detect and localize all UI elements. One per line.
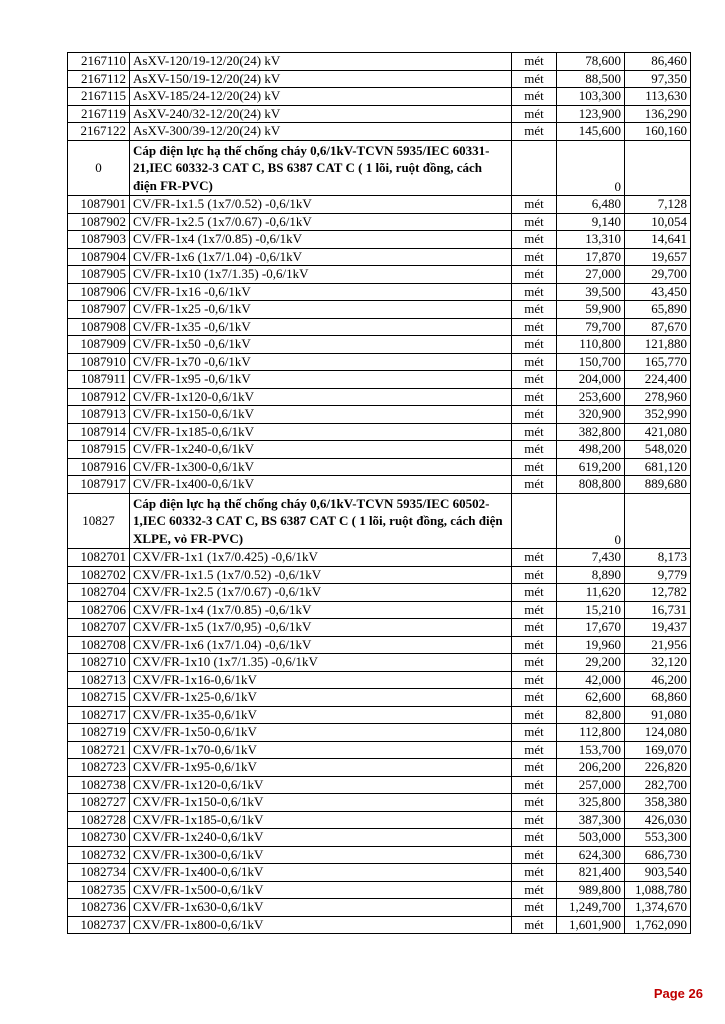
product-code-cell: 1082738	[68, 776, 130, 794]
table-row	[68, 689, 691, 707]
unit-cell: mét	[512, 196, 557, 214]
product-code-cell: 1082701	[68, 549, 130, 567]
table-row	[68, 266, 691, 284]
table-row	[68, 776, 691, 794]
price-cell: 989,800	[557, 881, 625, 899]
unit-cell: mét	[512, 441, 557, 459]
unit-cell	[512, 140, 557, 196]
product-code-cell: 1087905	[68, 266, 130, 284]
table-row	[68, 196, 691, 214]
price-cell: 9,140	[557, 213, 625, 231]
product-code-cell: 1087904	[68, 248, 130, 266]
unit-cell: mét	[512, 601, 557, 619]
price-cell: 8,890	[557, 566, 625, 584]
product-code-cell: 2167119	[68, 105, 130, 123]
table-row	[68, 636, 691, 654]
product-code-cell: 1087906	[68, 283, 130, 301]
page-number: Page 26	[653, 986, 703, 1001]
description-cell: CV/FR-1x150-0,6/1kV	[130, 406, 512, 424]
product-code-cell: 10827	[68, 493, 130, 549]
table-row	[68, 371, 691, 389]
price-cell: 257,000	[557, 776, 625, 794]
product-code-cell: 1082719	[68, 724, 130, 742]
price-vat-cell: 46,200	[625, 671, 691, 689]
price-cell: 0	[557, 493, 625, 549]
product-code-cell: 1082702	[68, 566, 130, 584]
table-row	[68, 566, 691, 584]
unit-cell	[512, 493, 557, 549]
table-row	[68, 248, 691, 266]
unit-cell: mét	[512, 724, 557, 742]
unit-cell: mét	[512, 248, 557, 266]
price-cell: 6,480	[557, 196, 625, 214]
price-cell: 13,310	[557, 231, 625, 249]
description-cell: CXV/FR-1x50-0,6/1kV	[130, 724, 512, 742]
price-cell: 17,870	[557, 248, 625, 266]
price-vat-cell: 65,890	[625, 301, 691, 319]
price-cell: 27,000	[557, 266, 625, 284]
unit-cell: mét	[512, 336, 557, 354]
description-cell: AsXV-240/32-12/20(24) kV	[130, 105, 512, 123]
unit-cell: mét	[512, 549, 557, 567]
price-vat-cell: 9,779	[625, 566, 691, 584]
price-cell: 19,960	[557, 636, 625, 654]
price-cell: 103,300	[557, 88, 625, 106]
unit-cell: mét	[512, 353, 557, 371]
unit-cell: mét	[512, 706, 557, 724]
table-row	[68, 724, 691, 742]
price-vat-cell: 10,054	[625, 213, 691, 231]
description-cell: CV/FR-1x400-0,6/1kV	[130, 476, 512, 494]
price-cell: 320,900	[557, 406, 625, 424]
description-cell: CV/FR-1x240-0,6/1kV	[130, 441, 512, 459]
price-cell: 39,500	[557, 283, 625, 301]
description-cell: CV/FR-1x16 -0,6/1kV	[130, 283, 512, 301]
table-row	[68, 105, 691, 123]
table-row	[68, 916, 691, 934]
description-cell: CV/FR-1x95 -0,6/1kV	[130, 371, 512, 389]
price-cell: 15,210	[557, 601, 625, 619]
description-cell: CV/FR-1x120-0,6/1kV	[130, 388, 512, 406]
price-cell: 325,800	[557, 794, 625, 812]
price-cell: 11,620	[557, 584, 625, 602]
section-header-row	[68, 140, 691, 196]
unit-cell: mét	[512, 406, 557, 424]
price-vat-cell: 282,700	[625, 776, 691, 794]
price-vat-cell: 1,088,780	[625, 881, 691, 899]
unit-cell: mét	[512, 776, 557, 794]
product-code-cell: 1082706	[68, 601, 130, 619]
table-row	[68, 388, 691, 406]
price-cell: 387,300	[557, 811, 625, 829]
description-cell: CXV/FR-1x16-0,6/1kV	[130, 671, 512, 689]
price-vat-cell: 29,700	[625, 266, 691, 284]
price-vat-cell	[625, 493, 691, 549]
product-code-cell: 1082717	[68, 706, 130, 724]
unit-cell: mét	[512, 846, 557, 864]
unit-cell: mét	[512, 619, 557, 637]
price-vat-cell: 97,350	[625, 70, 691, 88]
price-vat-cell: 91,080	[625, 706, 691, 724]
product-code-cell: 1082732	[68, 846, 130, 864]
description-cell: CXV/FR-1x630-0,6/1kV	[130, 899, 512, 917]
price-vat-cell: 7,128	[625, 196, 691, 214]
description-cell: CXV/FR-1x150-0,6/1kV	[130, 794, 512, 812]
description-cell: AsXV-185/24-12/20(24) kV	[130, 88, 512, 106]
product-code-cell: 1087909	[68, 336, 130, 354]
product-code-cell: 1087908	[68, 318, 130, 336]
price-vat-cell: 32,120	[625, 654, 691, 672]
section-header-row	[68, 493, 691, 549]
price-cell: 145,600	[557, 123, 625, 141]
price-vat-cell: 160,160	[625, 123, 691, 141]
table-row	[68, 318, 691, 336]
unit-cell: mét	[512, 759, 557, 777]
unit-cell: mét	[512, 266, 557, 284]
price-cell: 498,200	[557, 441, 625, 459]
description-cell: CXV/FR-1x25-0,6/1kV	[130, 689, 512, 707]
table-row	[68, 301, 691, 319]
unit-cell: mét	[512, 881, 557, 899]
product-code-cell: 1087902	[68, 213, 130, 231]
unit-cell: mét	[512, 388, 557, 406]
product-code-cell: 1082737	[68, 916, 130, 934]
unit-cell: mét	[512, 741, 557, 759]
table-row	[68, 353, 691, 371]
price-cell: 62,600	[557, 689, 625, 707]
table-row	[68, 441, 691, 459]
product-code-cell: 2167112	[68, 70, 130, 88]
description-cell: CV/FR-1x4 (1x7/0.85) -0,6/1kV	[130, 231, 512, 249]
description-cell: AsXV-120/19-12/20(24) kV	[130, 53, 512, 71]
price-cell: 29,200	[557, 654, 625, 672]
product-code-cell: 1082734	[68, 864, 130, 882]
price-vat-cell: 553,300	[625, 829, 691, 847]
description-cell: CV/FR-1x50 -0,6/1kV	[130, 336, 512, 354]
description-cell: CXV/FR-1x1.5 (1x7/0.52) -0,6/1kV	[130, 566, 512, 584]
description-cell: CXV/FR-1x185-0,6/1kV	[130, 811, 512, 829]
description-cell: CV/FR-1x10 (1x7/1.35) -0,6/1kV	[130, 266, 512, 284]
price-vat-cell: 16,731	[625, 601, 691, 619]
price-vat-cell: 12,782	[625, 584, 691, 602]
description-cell: CXV/FR-1x4 (1x7/0.85) -0,6/1kV	[130, 601, 512, 619]
description-cell: CXV/FR-1x300-0,6/1kV	[130, 846, 512, 864]
product-code-cell: 1082710	[68, 654, 130, 672]
unit-cell: mét	[512, 88, 557, 106]
unit-cell: mét	[512, 566, 557, 584]
price-cell: 503,000	[557, 829, 625, 847]
unit-cell: mét	[512, 829, 557, 847]
product-code-cell: 1082715	[68, 689, 130, 707]
table-row	[68, 706, 691, 724]
price-vat-cell: 87,670	[625, 318, 691, 336]
description-cell: CXV/FR-1x400-0,6/1kV	[130, 864, 512, 882]
price-cell: 110,800	[557, 336, 625, 354]
price-cell: 82,800	[557, 706, 625, 724]
unit-cell: mét	[512, 371, 557, 389]
table-row	[68, 423, 691, 441]
table-row	[68, 283, 691, 301]
table-row	[68, 53, 691, 71]
description-cell: CV/FR-1x70 -0,6/1kV	[130, 353, 512, 371]
price-cell: 150,700	[557, 353, 625, 371]
price-cell: 624,300	[557, 846, 625, 864]
price-vat-cell: 681,120	[625, 458, 691, 476]
table-row	[68, 231, 691, 249]
unit-cell: mét	[512, 123, 557, 141]
price-cell: 204,000	[557, 371, 625, 389]
unit-cell: mét	[512, 318, 557, 336]
price-vat-cell: 169,070	[625, 741, 691, 759]
price-vat-cell: 113,630	[625, 88, 691, 106]
unit-cell: mét	[512, 301, 557, 319]
table-row	[68, 213, 691, 231]
unit-cell: mét	[512, 794, 557, 812]
price-cell: 153,700	[557, 741, 625, 759]
table-row	[68, 406, 691, 424]
product-code-cell: 1082704	[68, 584, 130, 602]
price-vat-cell: 19,437	[625, 619, 691, 637]
product-code-cell: 1082708	[68, 636, 130, 654]
price-vat-cell: 19,657	[625, 248, 691, 266]
description-cell: CV/FR-1x2.5 (1x7/0.67) -0,6/1kV	[130, 213, 512, 231]
price-cell: 821,400	[557, 864, 625, 882]
price-vat-cell: 124,080	[625, 724, 691, 742]
table-row	[68, 671, 691, 689]
price-cell: 78,600	[557, 53, 625, 71]
price-cell: 88,500	[557, 70, 625, 88]
price-cell: 112,800	[557, 724, 625, 742]
table-row	[68, 458, 691, 476]
price-vat-cell: 121,880	[625, 336, 691, 354]
price-vat-cell	[625, 140, 691, 196]
unit-cell: mét	[512, 899, 557, 917]
product-code-cell: 2167110	[68, 53, 130, 71]
table-row	[68, 899, 691, 917]
price-cell: 17,670	[557, 619, 625, 637]
description-cell: CXV/FR-1x5 (1x7/0,95) -0,6/1kV	[130, 619, 512, 637]
product-code-cell: 1082735	[68, 881, 130, 899]
table-row	[68, 88, 691, 106]
price-vat-cell: 421,080	[625, 423, 691, 441]
product-code-cell: 1087917	[68, 476, 130, 494]
price-vat-cell: 8,173	[625, 549, 691, 567]
price-cell: 206,200	[557, 759, 625, 777]
description-cell: AsXV-300/39-12/20(24) kV	[130, 123, 512, 141]
unit-cell: mét	[512, 423, 557, 441]
price-cell: 253,600	[557, 388, 625, 406]
unit-cell: mét	[512, 654, 557, 672]
table-row	[68, 70, 691, 88]
price-vat-cell: 86,460	[625, 53, 691, 71]
product-code-cell: 1082707	[68, 619, 130, 637]
product-code-cell: 0	[68, 140, 130, 196]
price-cell: 808,800	[557, 476, 625, 494]
unit-cell: mét	[512, 53, 557, 71]
description-cell: CXV/FR-1x120-0,6/1kV	[130, 776, 512, 794]
price-table-body	[68, 53, 691, 934]
price-vat-cell: 14,641	[625, 231, 691, 249]
unit-cell: mét	[512, 916, 557, 934]
description-cell: CXV/FR-1x35-0,6/1kV	[130, 706, 512, 724]
price-vat-cell: 21,956	[625, 636, 691, 654]
product-code-cell: 1087910	[68, 353, 130, 371]
unit-cell: mét	[512, 231, 557, 249]
description-cell: AsXV-150/19-12/20(24) kV	[130, 70, 512, 88]
product-code-cell: 1082723	[68, 759, 130, 777]
price-cell: 79,700	[557, 318, 625, 336]
description-cell: CXV/FR-1x70-0,6/1kV	[130, 741, 512, 759]
table-row	[68, 881, 691, 899]
price-cell: 1,601,900	[557, 916, 625, 934]
price-vat-cell: 548,020	[625, 441, 691, 459]
price-vat-cell: 226,820	[625, 759, 691, 777]
product-code-cell: 1087912	[68, 388, 130, 406]
product-code-cell: 1087907	[68, 301, 130, 319]
price-vat-cell: 352,990	[625, 406, 691, 424]
unit-cell: mét	[512, 283, 557, 301]
description-cell: CXV/FR-1x240-0,6/1kV	[130, 829, 512, 847]
table-row	[68, 549, 691, 567]
price-cell: 382,800	[557, 423, 625, 441]
table-row	[68, 619, 691, 637]
price-cell: 1,249,700	[557, 899, 625, 917]
table-row	[68, 864, 691, 882]
product-code-cell: 1087913	[68, 406, 130, 424]
price-vat-cell: 1,762,090	[625, 916, 691, 934]
price-cell: 0	[557, 140, 625, 196]
price-table	[67, 52, 691, 934]
product-code-cell: 1082713	[68, 671, 130, 689]
price-cell: 59,900	[557, 301, 625, 319]
description-cell: CV/FR-1x1.5 (1x7/0.52) -0,6/1kV	[130, 196, 512, 214]
description-cell: Cáp điện lực hạ thế chống cháy 0,6/1kV-TCVN 5935/IEC 60502-1,IEC 60332-3 CAT C, BS 6387 CAT C ( 1 lõi, ruột đồng, cách điện XLPE, vỏ FR-PVC)	[130, 493, 512, 549]
table-row	[68, 123, 691, 141]
price-vat-cell: 224,400	[625, 371, 691, 389]
product-code-cell: 1087901	[68, 196, 130, 214]
unit-cell: mét	[512, 458, 557, 476]
price-cell: 619,200	[557, 458, 625, 476]
unit-cell: mét	[512, 476, 557, 494]
product-code-cell: 1087903	[68, 231, 130, 249]
product-code-cell: 1082728	[68, 811, 130, 829]
unit-cell: mét	[512, 636, 557, 654]
product-code-cell: 1082730	[68, 829, 130, 847]
description-cell: CV/FR-1x6 (1x7/1.04) -0,6/1kV	[130, 248, 512, 266]
price-vat-cell: 426,030	[625, 811, 691, 829]
price-vat-cell: 43,450	[625, 283, 691, 301]
price-cell: 123,900	[557, 105, 625, 123]
table-row	[68, 584, 691, 602]
description-cell: CV/FR-1x300-0,6/1kV	[130, 458, 512, 476]
product-code-cell: 1082727	[68, 794, 130, 812]
table-row	[68, 811, 691, 829]
product-code-cell: 1087911	[68, 371, 130, 389]
table-row	[68, 846, 691, 864]
description-cell: CXV/FR-1x6 (1x7/1.04) -0,6/1kV	[130, 636, 512, 654]
table-row	[68, 601, 691, 619]
description-cell: CXV/FR-1x2.5 (1x7/0.67) -0,6/1kV	[130, 584, 512, 602]
price-vat-cell: 903,540	[625, 864, 691, 882]
table-row	[68, 741, 691, 759]
table-row	[68, 336, 691, 354]
price-vat-cell: 278,960	[625, 388, 691, 406]
price-vat-cell: 889,680	[625, 476, 691, 494]
product-code-cell: 1087914	[68, 423, 130, 441]
table-row	[68, 654, 691, 672]
price-vat-cell: 1,374,670	[625, 899, 691, 917]
product-code-cell: 2167115	[68, 88, 130, 106]
product-code-cell: 1082736	[68, 899, 130, 917]
description-cell: CXV/FR-1x800-0,6/1kV	[130, 916, 512, 934]
product-code-cell: 1082721	[68, 741, 130, 759]
price-vat-cell: 136,290	[625, 105, 691, 123]
unit-cell: mét	[512, 671, 557, 689]
description-cell: CV/FR-1x35 -0,6/1kV	[130, 318, 512, 336]
table-row	[68, 759, 691, 777]
description-cell: CV/FR-1x185-0,6/1kV	[130, 423, 512, 441]
product-code-cell: 2167122	[68, 123, 130, 141]
unit-cell: mét	[512, 689, 557, 707]
unit-cell: mét	[512, 105, 557, 123]
unit-cell: mét	[512, 70, 557, 88]
table-row	[68, 476, 691, 494]
unit-cell: mét	[512, 213, 557, 231]
product-code-cell: 1087915	[68, 441, 130, 459]
price-vat-cell: 68,860	[625, 689, 691, 707]
description-cell: CXV/FR-1x1 (1x7/0.425) -0,6/1kV	[130, 549, 512, 567]
description-cell: CXV/FR-1x95-0,6/1kV	[130, 759, 512, 777]
unit-cell: mét	[512, 584, 557, 602]
unit-cell: mét	[512, 864, 557, 882]
description-cell: CXV/FR-1x500-0,6/1kV	[130, 881, 512, 899]
price-vat-cell: 686,730	[625, 846, 691, 864]
product-code-cell: 1087916	[68, 458, 130, 476]
price-cell: 7,430	[557, 549, 625, 567]
table-row	[68, 794, 691, 812]
unit-cell: mét	[512, 811, 557, 829]
price-vat-cell: 358,380	[625, 794, 691, 812]
price-vat-cell: 165,770	[625, 353, 691, 371]
table-row	[68, 829, 691, 847]
description-cell: Cáp điện lực hạ thế chống cháy 0,6/1kV-TCVN 5935/IEC 60331-21,IEC 60332-3 CAT C, BS 6387 CAT C ( 1 lõi, ruột đồng, cách điện FR-PVC)	[130, 140, 512, 196]
description-cell: CV/FR-1x25 -0,6/1kV	[130, 301, 512, 319]
price-cell: 42,000	[557, 671, 625, 689]
description-cell: CXV/FR-1x10 (1x7/1.35) -0,6/1kV	[130, 654, 512, 672]
